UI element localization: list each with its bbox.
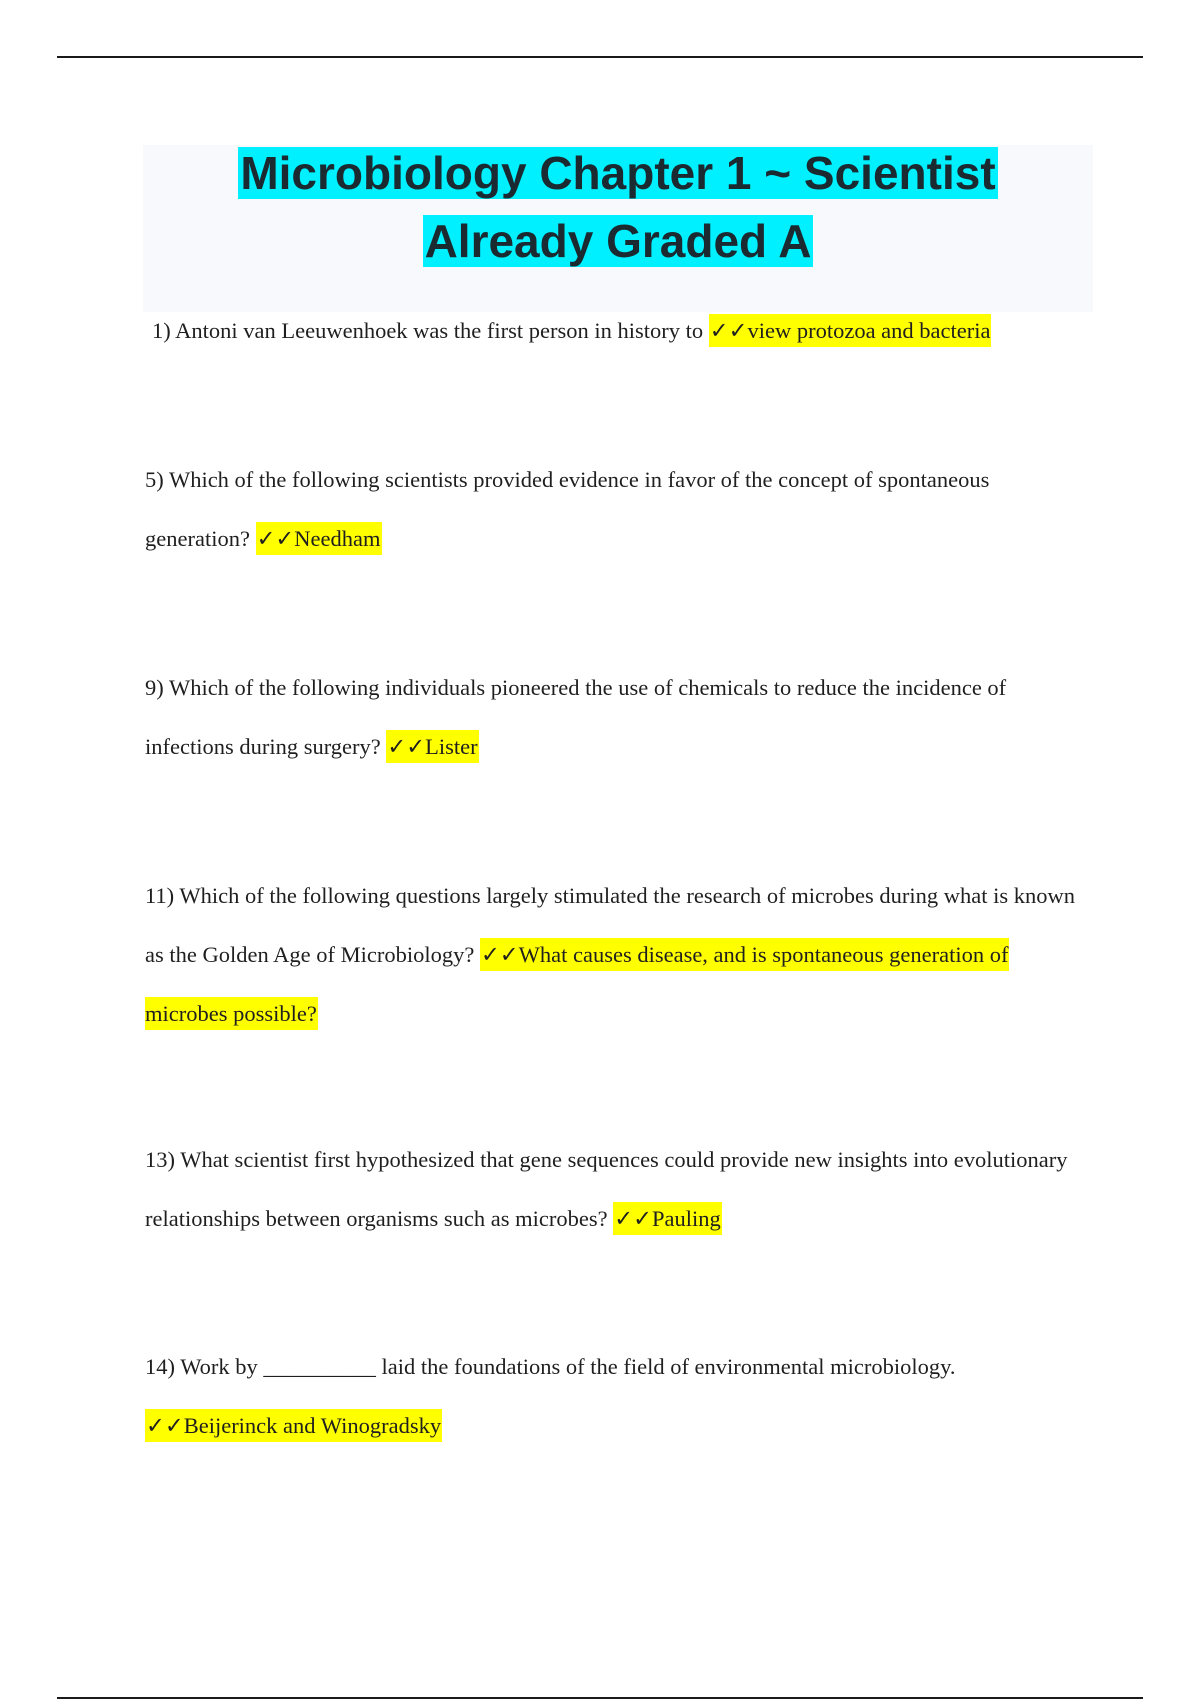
answer-highlight: ✓✓Lister xyxy=(386,730,478,763)
top-rule xyxy=(57,56,1143,58)
question-11 xyxy=(145,866,1085,1043)
title-banner xyxy=(143,145,1093,312)
answer-highlight: ✓✓Beijerinck and Winogradsky xyxy=(145,1409,442,1442)
title-line-1 xyxy=(143,145,1093,213)
question-text: 5) Which of the following scientists provided evidence in favor of the concept of spontaneous generation? xyxy=(145,467,990,551)
question-14 xyxy=(145,1337,1085,1455)
document-title-part1: Microbiology Chapter 1 ~ Scientist xyxy=(240,147,996,199)
question-text: 14) Work by __________ laid the foundations of the field of environmental microbiology. xyxy=(145,1354,956,1379)
question-text: 11) Which of the following questions largely stimulated the research of microbes during what is known as the Golden Age of Microbiology? xyxy=(145,883,1076,967)
question-text: 13) What scientist first hypothesized that gene sequences could provide new insights into evolutionary relationships between organisms such as microbes? xyxy=(145,1147,1068,1231)
bottom-rule xyxy=(57,1697,1143,1699)
answer-highlight: ✓✓view protozoa and bacteria xyxy=(709,314,992,347)
question-9 xyxy=(145,658,1085,776)
question-text: 1) Antoni van Leeuwenhoek was the first person in history to xyxy=(152,318,709,343)
question-text: 9) Which of the following individuals pioneered the use of chemicals to reduce the incidence of infections during surgery? xyxy=(145,675,1007,759)
question-5 xyxy=(145,450,1085,568)
document-title-part2: Already Graded A xyxy=(424,215,812,267)
answer-highlight: ✓✓Needham xyxy=(256,522,382,555)
answer-highlight: ✓✓What causes disease, and is spontaneous generation of microbes possible? xyxy=(145,938,1009,1030)
answer-highlight: ✓✓Pauling xyxy=(613,1202,721,1235)
question-13 xyxy=(145,1130,1085,1248)
question-1 xyxy=(152,301,1092,360)
title-line-2 xyxy=(143,213,1093,281)
